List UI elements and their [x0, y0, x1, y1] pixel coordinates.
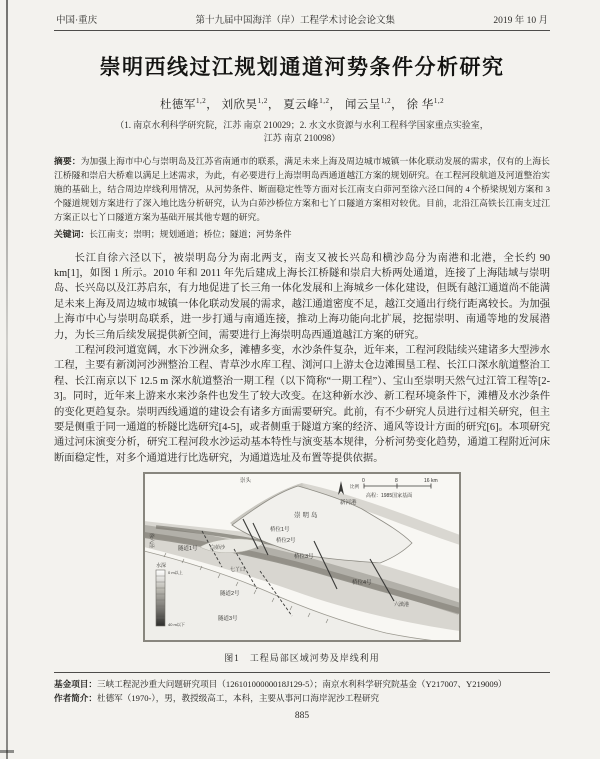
header-venue: 中国·重庆	[56, 16, 98, 26]
map-label-liuyaogang: 六滧港	[394, 602, 410, 609]
keywords-text: 长江南支；崇明；规划通道；桥位；隧道；河势条件	[89, 228, 292, 239]
scan-corner-artifact	[0, 750, 14, 753]
keywords-label: 关键词：	[54, 228, 90, 239]
scale-8: 8	[395, 478, 398, 485]
map-label-baimaosha: 白茆沙	[210, 545, 226, 552]
map-scale-bar	[350, 478, 438, 499]
figure-map	[144, 473, 460, 641]
header-rule	[54, 30, 550, 31]
abstract-label: 摘要：	[54, 156, 81, 166]
bio-text: 杜德军（1970-），男，教授级高工，本科，主要从事河口海岸泥沙工程研究	[96, 693, 380, 704]
author-affil-sup: 1,2	[319, 97, 330, 106]
scale-label: 比例	[350, 484, 359, 490]
scale-ticks	[364, 484, 431, 489]
body-paragraph-1: 长江自徐六泾以下，被崇明岛分为南北两支，南支又被长兴岛和横沙岛分为南港和北港，全长约 90 km[1]，如图 1 所示。2010 年和 2011 年先后建成上海长江桥隧和崇启大桥两处通道，连接了上海陆域与崇明岛、长兴岛以及江苏启东，有力地促进了长三角一体化发展和上海城乡一体化建设，但既有越江通道尚不能满足未来上海及周边城市城镇一体化联动发展的需求，越江通道密度不足，越江交通出行绕行距离较长。为加强上海市中心与崇明岛联系，进一步打通与南通连接，推动上海功能向北扩展，挖掘崇明、南通等地的发展潜力，为长三角后续发展提供新空间，需要进行上海崇明岛西通道越江方案的研究。	[54, 252, 550, 341]
author-affil-sup: 1,2	[195, 97, 207, 106]
author-name: 刘欣昊	[221, 99, 258, 111]
author-separator: ，	[329, 99, 342, 111]
affiliation-line2: 江苏 南京 210098）	[263, 133, 341, 143]
legend-top-label: 0 m以上	[168, 570, 183, 576]
author-separator: ，	[391, 99, 404, 111]
author-affil-sup: 1,2	[380, 97, 392, 106]
map-label-bridge2: 桥位2号	[276, 538, 296, 545]
paper-title: 崇明西线过江规划通道河势条件分析研究	[99, 55, 505, 79]
abstract	[54, 155, 550, 225]
figure-frame	[143, 472, 461, 642]
header-date: 2019 年 10 月	[493, 16, 548, 26]
author-name: 夏云峰	[283, 99, 320, 111]
legend-bottom-label: 40 m以下	[168, 622, 185, 628]
fund-label: 基金项目：	[54, 679, 97, 690]
running-header	[54, 12, 550, 26]
author-affil-sup: 1,2	[433, 97, 445, 106]
legend-color-ramp	[156, 570, 165, 626]
abstract-text: 为加强上海市中心与崇明岛及江苏省南通市的联系，满足未来上海及周边城市城镇一体化联动发展的需求，仅有的上海长江桥隧和崇启大桥难以满足上述需求，为此，有必要进行上海崇明岛西通道越江方案的规划研究。在工程河段航道及河道整治实施的基础上，结合周边岸线利用情况，从河势条件、断面稳定性等方面对长江南支白茆河至徐六泾口间的 4 个桥梁规划方案和 3 个隧道规划方案进行了深入地比选分析研究，认为白茆沙桥位方案和七丫口隧道方案相对较优。目前，北沿江高铁长江南支过江方案正以七丫口隧道方案为基础开展其他专题的研究。	[54, 156, 550, 222]
author	[283, 99, 341, 111]
bio-line	[54, 692, 550, 706]
scan-edge-artifact	[6, 0, 8, 759]
map-label-bridge1: 桥位1号	[270, 527, 290, 534]
map-label-qiyakou: 七丫口	[230, 567, 246, 574]
affiliation-block	[54, 119, 550, 145]
author-name: 闻云呈	[344, 99, 381, 111]
map-label-xinhegang: 新河港	[340, 500, 357, 507]
footnote-block	[54, 672, 550, 706]
author-name: 杜德军	[159, 99, 196, 111]
map-label-bridge4: 桥位4号	[352, 580, 372, 587]
scale-16: 16 km	[424, 478, 438, 485]
author	[160, 99, 218, 111]
author-name: 徐 华	[406, 99, 434, 111]
author	[345, 99, 403, 111]
author-affil-sup: 1,2	[257, 97, 268, 106]
fund-line	[54, 678, 550, 692]
author-separator: ，	[206, 99, 219, 111]
map-label-tunnel2: 隧道2号	[220, 591, 240, 598]
author	[406, 99, 444, 111]
map-label-xuliujing: 徐六泾	[148, 533, 154, 549]
body-paragraph-2: 工程河段河道宽阔，水下沙洲众多，滩槽多变，水沙条件复杂，近年来，工程河段陆续兴建诸多大型涉水工程，主要有新浏河沙洲整治工程、青草沙水库工程、浏河口上游太仓边滩围垦工程、长江口深水航道整治工程、长江南京以下 12.5 m 深水航道整治一期工程（以下简称“一期工程”）、宝山至崇明天然气过江管工程等[2-3]。同时，近年来上游来水来沙条件也发生了较大改变。在这种新水沙、新工程环境条件下，滩槽及水沙条件的变化更趋复杂。崇明西线通道的建设会有诸多方面需要研究。此前，有不少研究人员进行过相关研究，但主要是侧重于同一通道的桥隧比选研究[4-5]，或者侧重于隧道方案的经济、通风等设计方面的研究[6]。本项研究通过河床演变分析，研究工程河段水沙运动基本特性与演变基本规律，分析河势变化趋势，通道工程附近河床断面稳定性，对多个通道进行比选研究，为通道选址及布置等提供依据。	[54, 344, 550, 464]
author-line	[54, 96, 550, 112]
page-number: 885	[294, 710, 310, 721]
affiliation-line1: （1. 南京水利科学研究院，江苏 南京 210029；2. 水文水资源与水利工程科学国家重点实验室，	[115, 120, 489, 130]
map-label-tunnel3: 隧道3号	[218, 616, 238, 623]
scale-0: 0	[362, 478, 365, 485]
author-separator: ，	[267, 99, 280, 111]
map-label-chongtou: 崇头	[240, 478, 252, 485]
legend-title: 水深	[156, 563, 167, 570]
map-label-bridge3: 桥位3号	[294, 554, 314, 561]
author	[222, 99, 280, 111]
header-proceedings-title: 第十九届中国海洋（岸）工程学术讨论会论文集	[195, 16, 396, 26]
body-text	[54, 251, 550, 467]
figure-caption: 图1 工程局部区域河势及岸线利用	[224, 653, 380, 664]
bio-label: 作者简介：	[54, 693, 97, 704]
map-label-tunnel1: 隧道1号	[178, 546, 198, 553]
north-arrow-icon	[338, 481, 344, 495]
figure-1	[54, 472, 550, 664]
map-label-chongmingdao: 崇明岛	[294, 512, 320, 520]
datum-note: 高程：1985国家基面	[366, 493, 413, 500]
fund-text: 三峡工程泥沙重大问题研究项目（12610100000018J129-5）；南京水利科学研究院基金（Y217007、Y219009）	[96, 679, 507, 690]
keywords	[54, 227, 550, 241]
